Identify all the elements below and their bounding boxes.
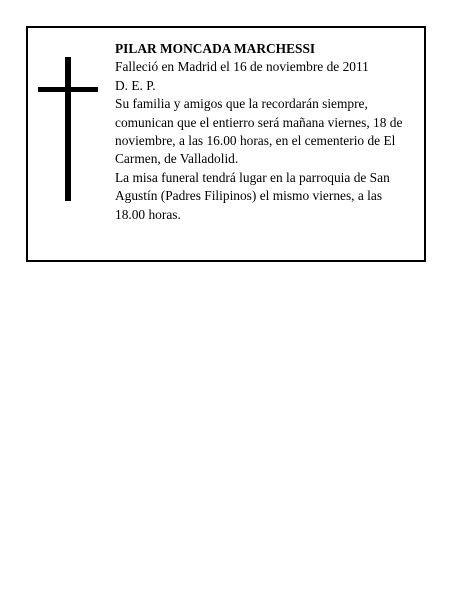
dep-line: D. E. P. xyxy=(115,77,156,93)
obituary-notice xyxy=(26,26,426,262)
notice-text-block xyxy=(115,40,415,224)
cross-horizontal-bar xyxy=(38,87,98,92)
mass-paragraph: La misa funeral tendrá lugar en la parroquia de San Agustín (Padres Filipinos) el mismo viernes, a las 18.00 horas. xyxy=(115,169,390,222)
deceased-name: PILAR MONCADA MARCHESSI xyxy=(115,41,316,56)
cross-icon xyxy=(38,57,98,201)
death-line: Falleció en Madrid el 16 de noviembre de 2011 xyxy=(115,59,369,75)
cross-vertical-bar xyxy=(65,57,71,201)
funeral-paragraph: Su familia y amigos que la recordarán siempre, comunican que el entierro será mañana viernes, 18 de noviembre, a las 16.00 horas, en el cementerio de El Carmen, de Valladolid. xyxy=(115,96,403,167)
